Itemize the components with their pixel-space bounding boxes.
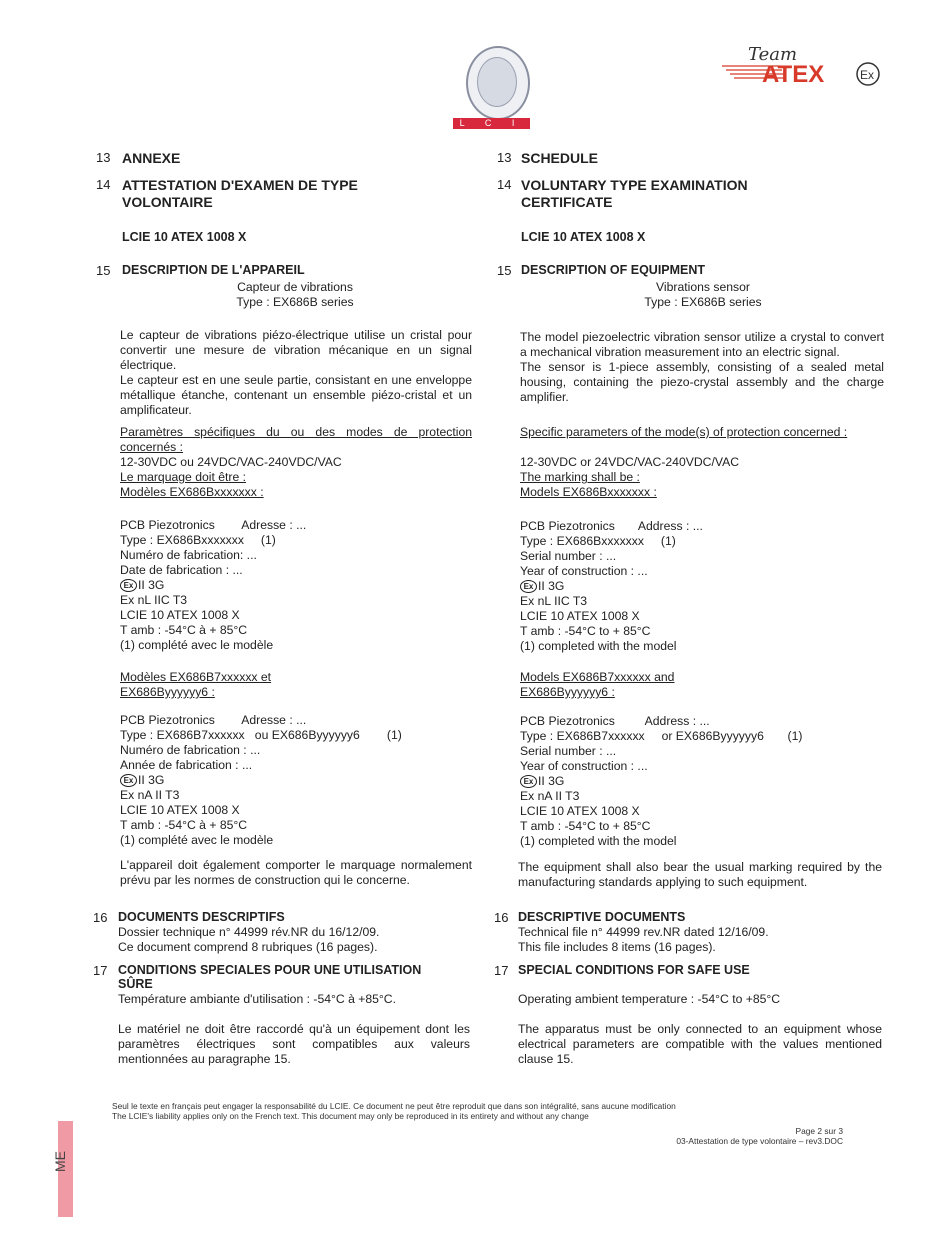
fr-params-title: Paramètres spécifiques du ou des modes de protection concernés : [120,425,472,454]
fr-m2-line-7: T amb : -54°C à + 85°C [120,818,248,832]
en-m2-line-4: II 3G [538,774,565,788]
en-models1-title: Models EX686Bxxxxxxx : [520,485,657,499]
fr-m2-line-3: Année de fabrication : ... [120,758,253,772]
fr-s15-title: DESCRIPTION DE L'APPAREIL [122,263,305,277]
atex-logo-main-text: ATEX [762,61,825,88]
fr-s16-line-1: Dossier technique n° 44999 rév.NR du 16/12/09. [118,925,380,939]
fr-desc-paragraph-2: Le capteur est en une seule partie, consistant en une enveloppe métallique étanche, contenant un ensemble piézo-cristal et un amplificateur. [120,373,472,417]
en-m2-line-8: (1) completed with the model [520,834,677,848]
footer-page-info [600,1126,843,1146]
fr-m1-line-3: Date de fabrication : ... [120,563,243,577]
en-s17-number: 17 [494,963,509,978]
fr-s16-number: 16 [93,910,108,925]
fr-usual-marking: L'appareil doit également comporter le marquage normalement prévu par les normes de construction qui le concerne. [120,858,472,887]
en-models1-marking [520,519,884,654]
en-s17-title: SPECIAL CONDITIONS FOR SAFE USE [518,963,750,977]
footer-doc-name: 03-Attestation de type volontaire – rev3.DOC [676,1136,843,1146]
en-models2-marking [520,714,884,849]
fr-models2-marking [120,713,472,848]
margin-handwritten-note: ME [52,1151,68,1172]
en-m2-line-5: Ex nA II T3 [520,789,580,803]
fr-m1-line-6: LCIE 10 ATEX 1008 X [120,608,240,622]
ex-mark-icon: Ex [520,580,537,593]
en-s14-number: 14 [497,177,512,192]
fr-device-name: Capteur de vibrations [237,280,353,294]
fr-device-type: Type : EX686B series [236,295,354,309]
en-m2-line-7: T amb : -54°C to + 85°C [520,819,651,833]
en-device-type: Type : EX686B series [644,295,762,309]
fr-m2-line-1: Type : EX686B7xxxxxx ou EX686Byyyyyy6 (1) [120,728,402,742]
fr-m1-line-5: Ex nL IIC T3 [120,593,188,607]
fr-m1-line-4: II 3G [138,578,165,592]
en-params-block [520,425,884,500]
fr-m1-line-8: (1) complété avec le modèle [120,638,274,652]
fr-s15-number: 15 [96,263,111,278]
fr-models1-title: Modèles EX686Bxxxxxxx : [120,485,264,499]
fr-m1-line-7: T amb : -54°C à + 85°C [120,623,248,637]
fr-s16-title: DOCUMENTS DESCRIPTIFS [118,910,285,924]
en-s16-line-1: Technical file n° 44999 rev.NR dated 12/16/09. [518,925,769,939]
en-desc-paragraph-2: The sensor is 1-piece assembly, consisting of a sealed metal housing, containing the piezo-crystal assembly and the charge amplifier. [520,360,884,404]
fr-m1-line-1: Type : EX686Bxxxxxxx (1) [120,533,276,547]
en-m2-line-1: Type : EX686B7xxxxxx or EX686Byyyyyy6 (1) [520,729,803,743]
fr-m1-line-2: Numéro de fabrication: ... [120,548,257,562]
en-s15-number: 15 [497,263,512,278]
en-m1-line-4: II 3G [538,579,565,593]
en-s17-line-2: The apparatus must be only connected to an equipment whose electrical parameters are compatible with the values mentioned clause 15. [518,1022,882,1066]
fr-m1-line-0: PCB Piezotronics Adresse : ... [120,518,307,532]
en-m2-line-3: Year of construction : ... [520,759,648,773]
fr-m2-line-8: (1) complété avec le modèle [120,833,274,847]
fr-models2-title: Modèles EX686B7xxxxxx et EX686Byyyyyy6 : [120,670,272,699]
en-m2-line-0: PCB Piezotronics Address : ... [520,714,710,728]
fr-s13-number: 13 [96,150,111,165]
en-m1-line-2: Serial number : ... [520,549,617,563]
fr-s17-line-2: Le matériel ne doit être raccordé qu'à un équipement dont les paramètres électriques sont compatibles aux valeurs mentionnées au paragraphe 15. [118,1022,470,1066]
en-m1-line-8: (1) completed with the model [520,639,677,653]
en-s13-number: 13 [497,150,512,165]
en-device-heading [608,280,798,310]
fr-s17-number: 17 [93,963,108,978]
en-m1-line-6: LCIE 10 ATEX 1008 X [520,609,640,623]
ex-mark-icon: Ex [120,774,137,787]
fr-m2-line-5: Ex nA II T3 [120,788,180,802]
en-device-name: Vibrations sensor [656,280,750,294]
fr-marking-title: Le marquage doit être : [120,470,247,484]
fr-s14-title: ATTESTATION D'EXAMEN DE TYPE VOLONTAIRE [122,177,358,210]
en-models2-title: Models EX686B7xxxxxx and EX686Byyyyyy6 : [520,670,675,699]
fr-s17-line-1: Température ambiante d'utilisation : -54°C à +85°C. [118,992,396,1006]
fr-m2-line-2: Numéro de fabrication : ... [120,743,261,757]
en-m2-line-6: LCIE 10 ATEX 1008 X [520,804,640,818]
en-params-title: Specific parameters of the mode(s) of protection concerned : [520,425,848,439]
en-cert-number: LCIE 10 ATEX 1008 X [521,230,646,244]
footer-notes [112,1101,852,1121]
fr-s16-body [118,925,478,955]
en-m2-line-2: Serial number : ... [520,744,617,758]
fr-params-block [120,425,472,500]
en-s13-title: SCHEDULE [521,150,599,166]
en-s14-title: VOLUNTARY TYPE EXAMINATION CERTIFICATE [521,177,748,210]
fr-models1-marking [120,518,472,653]
fr-s16-line-2: Ce document comprend 8 rubriques (16 pages). [118,940,378,954]
ex-mark-icon: Ex [520,775,537,788]
en-s17-line-1: Operating ambient temperature : -54°C to +85°C [518,992,781,1006]
fr-m2-line-0: PCB Piezotronics Adresse : ... [120,713,307,727]
fr-s17-title: CONDITIONS SPECIALES POUR UNE UTILISATION SÛRE [118,963,422,991]
fr-m2-line-6: LCIE 10 ATEX 1008 X [120,803,240,817]
en-m1-line-7: T amb : -54°C to + 85°C [520,624,651,638]
footer-en-note: The LCIE's liability applies only on the French text. This document may only be reproduced in its entirety and without any change [112,1111,589,1121]
en-s16-body [518,925,882,955]
atex-logo-team-text: Team [748,44,798,65]
fr-m2-line-4: II 3G [138,773,165,787]
en-params-value: 12-30VDC or 24VDC/VAC-240VDC/VAC [520,455,740,469]
footer-fr-note: Seul le texte en français peut engager la responsabilité du LCIE. Ce document ne peut être reproduit que dans son intégralité, sans aucune modification [112,1101,676,1111]
fr-params-value: 12-30VDC ou 24VDC/VAC-240VDC/VAC [120,455,342,469]
lcie-bar-logo: L C I E [453,118,530,129]
en-s16-number: 16 [494,910,509,925]
footer-page-number: Page 2 sur 3 [795,1126,843,1136]
atex-logo-ex-text: Ex [860,68,875,82]
fr-s13-title: ANNEXE [122,150,181,166]
en-s15-title: DESCRIPTION OF EQUIPMENT [521,263,706,277]
fr-cert-number: LCIE 10 ATEX 1008 X [122,230,247,244]
en-m1-line-0: PCB Piezotronics Address : ... [520,519,703,533]
en-marking-title: The marking shall be : [520,470,640,484]
fr-s14-number: 14 [96,177,111,192]
bureau-veritas-seal-logo [466,46,530,120]
en-desc-paragraph-1: The model piezoelectric vibration sensor utilize a crystal to convert a mechanical vibration measurement into an electric signal. [520,330,884,359]
fr-device-heading [200,280,390,310]
en-s16-title: DESCRIPTIVE DOCUMENTS [518,910,686,924]
fr-desc-paragraph-1: Le capteur de vibrations piézo-électrique utilise un cristal pour convertir une mesure de vibration mécanique en un signal électrique. [120,328,472,372]
team-atex-logo [720,40,880,90]
en-m1-line-3: Year of construction : ... [520,564,648,578]
en-m1-line-1: Type : EX686Bxxxxxxx (1) [520,534,676,548]
ex-mark-icon: Ex [120,579,137,592]
en-description [520,330,884,405]
en-m1-line-5: Ex nL IIC T3 [520,594,588,608]
fr-description [120,328,472,418]
en-s16-line-2: This file includes 8 items (16 pages). [518,940,716,954]
en-usual-marking: The equipment shall also bear the usual marking required by the manufacturing standards applying to such equipment. [518,860,882,889]
